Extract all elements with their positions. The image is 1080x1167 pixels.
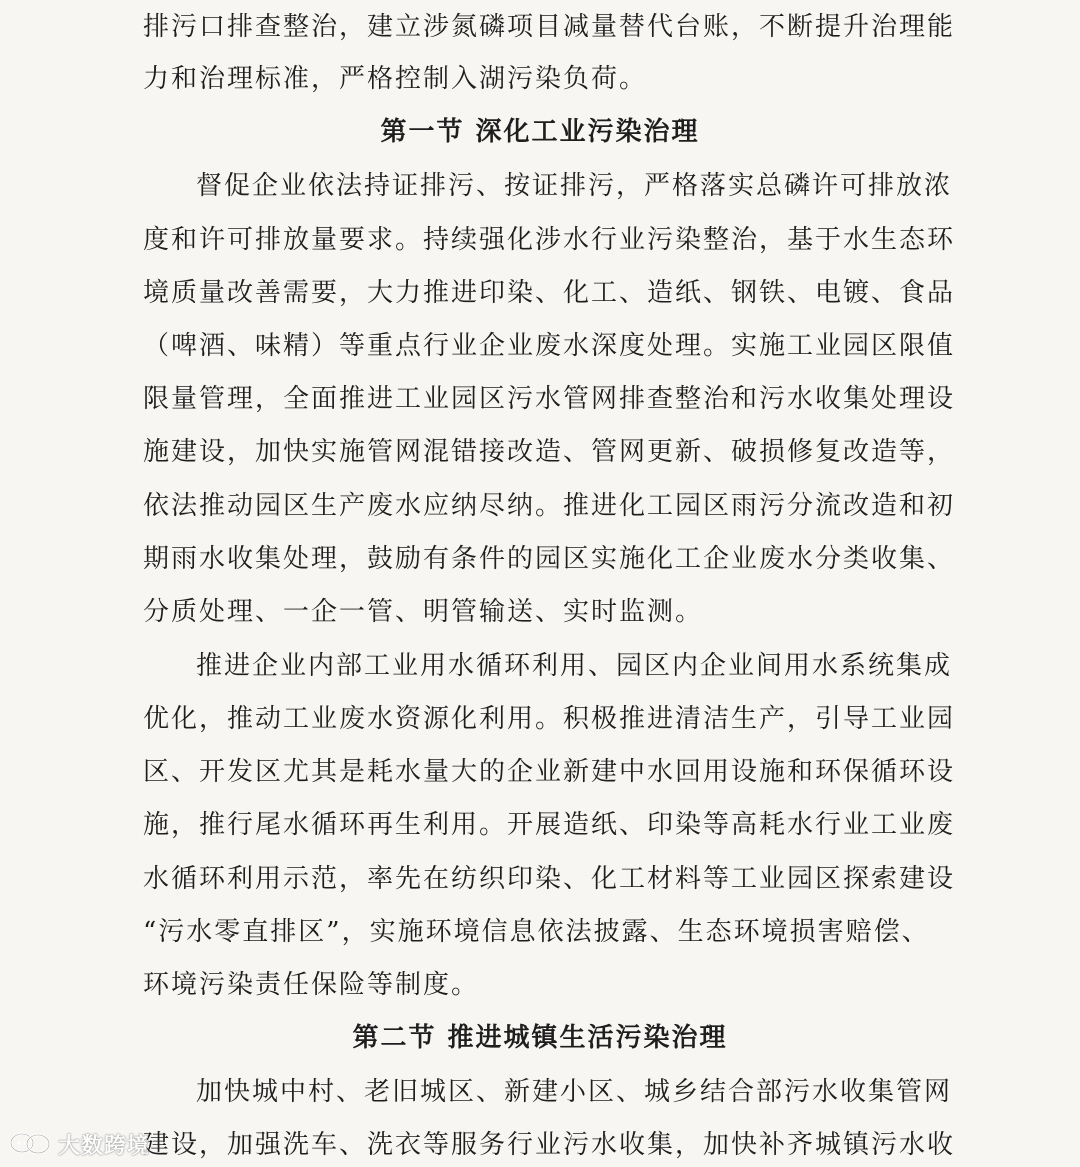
text-line: 分质处理、一企一管、明管输送、实时监测。 bbox=[143, 597, 704, 627]
text-line: 度和许可排放量要求。持续强化涉水行业污染整治，基于水生态环 bbox=[143, 225, 956, 255]
section-heading-1: 第一节 深化工业污染治理 bbox=[380, 117, 700, 147]
watermark-text: 大数跨境 bbox=[58, 1133, 151, 1159]
text-line: “污水零直排区”，实施环境信息依法披露、生态环境损害赔偿、 bbox=[143, 917, 930, 947]
text-line: 水循环利用示范，率先在纺织印染、化工材料等工业园区探索建设 bbox=[143, 864, 956, 894]
chat-bubbles-logo-icon bbox=[8, 1131, 52, 1157]
text-line: 区、开发区尤其是耗水量大的企业新建中水回用设施和环保循环设 bbox=[143, 757, 956, 787]
text-line: 优化，推动工业废水资源化利用。积极推进清洁生产，引导工业园 bbox=[143, 704, 956, 734]
paragraph-first-line: 加快城中村、老旧城区、新建小区、城乡结合部污水收集管网 bbox=[196, 1077, 953, 1107]
text-line: （啤酒、味精）等重点行业企业废水深度处理。实施工业园区限值 bbox=[143, 331, 956, 361]
section-heading-2: 第二节 推进城镇生活污染治理 bbox=[352, 1023, 728, 1053]
text-line: 施，推行尾水循环再生利用。开展造纸、印染等高耗水行业工业废 bbox=[143, 810, 956, 840]
text-line: 力和治理标准，严格控制入湖污染负荷。 bbox=[143, 64, 648, 94]
paragraph-first-line: 推进企业内部工业用水循环利用、园区内企业间用水系统集成 bbox=[196, 651, 953, 681]
paragraph-first-line: 督促企业依法持证排污、按证排污，严格落实总磷许可排放浓 bbox=[196, 171, 953, 201]
text-line: 环境污染责任保险等制度。 bbox=[143, 970, 480, 1000]
text-line: 施建设，加快实施管网混错接改造、管网更新、破损修复改造等， bbox=[143, 437, 956, 467]
watermark bbox=[8, 1128, 150, 1160]
text-line: 建设，加强洗车、洗衣等服务行业污水收集，加快补齐城镇污水收 bbox=[143, 1130, 956, 1160]
text-line: 排污口排查整治，建立涉氮磷项目减量替代台账，不断提升治理能 bbox=[143, 12, 956, 42]
text-line: 期雨水收集处理，鼓励有条件的园区实施化工企业废水分类收集、 bbox=[143, 544, 956, 574]
text-line: 限量管理，全面推进工业园区污水管网排查整治和污水收集处理设 bbox=[143, 384, 956, 414]
text-line: 境质量改善需要，大力推进印染、化工、造纸、钢铁、电镀、食品 bbox=[143, 278, 956, 308]
text-line: 依法推动园区生产废水应纳尽纳。推进化工园区雨污分流改造和初 bbox=[143, 491, 956, 521]
